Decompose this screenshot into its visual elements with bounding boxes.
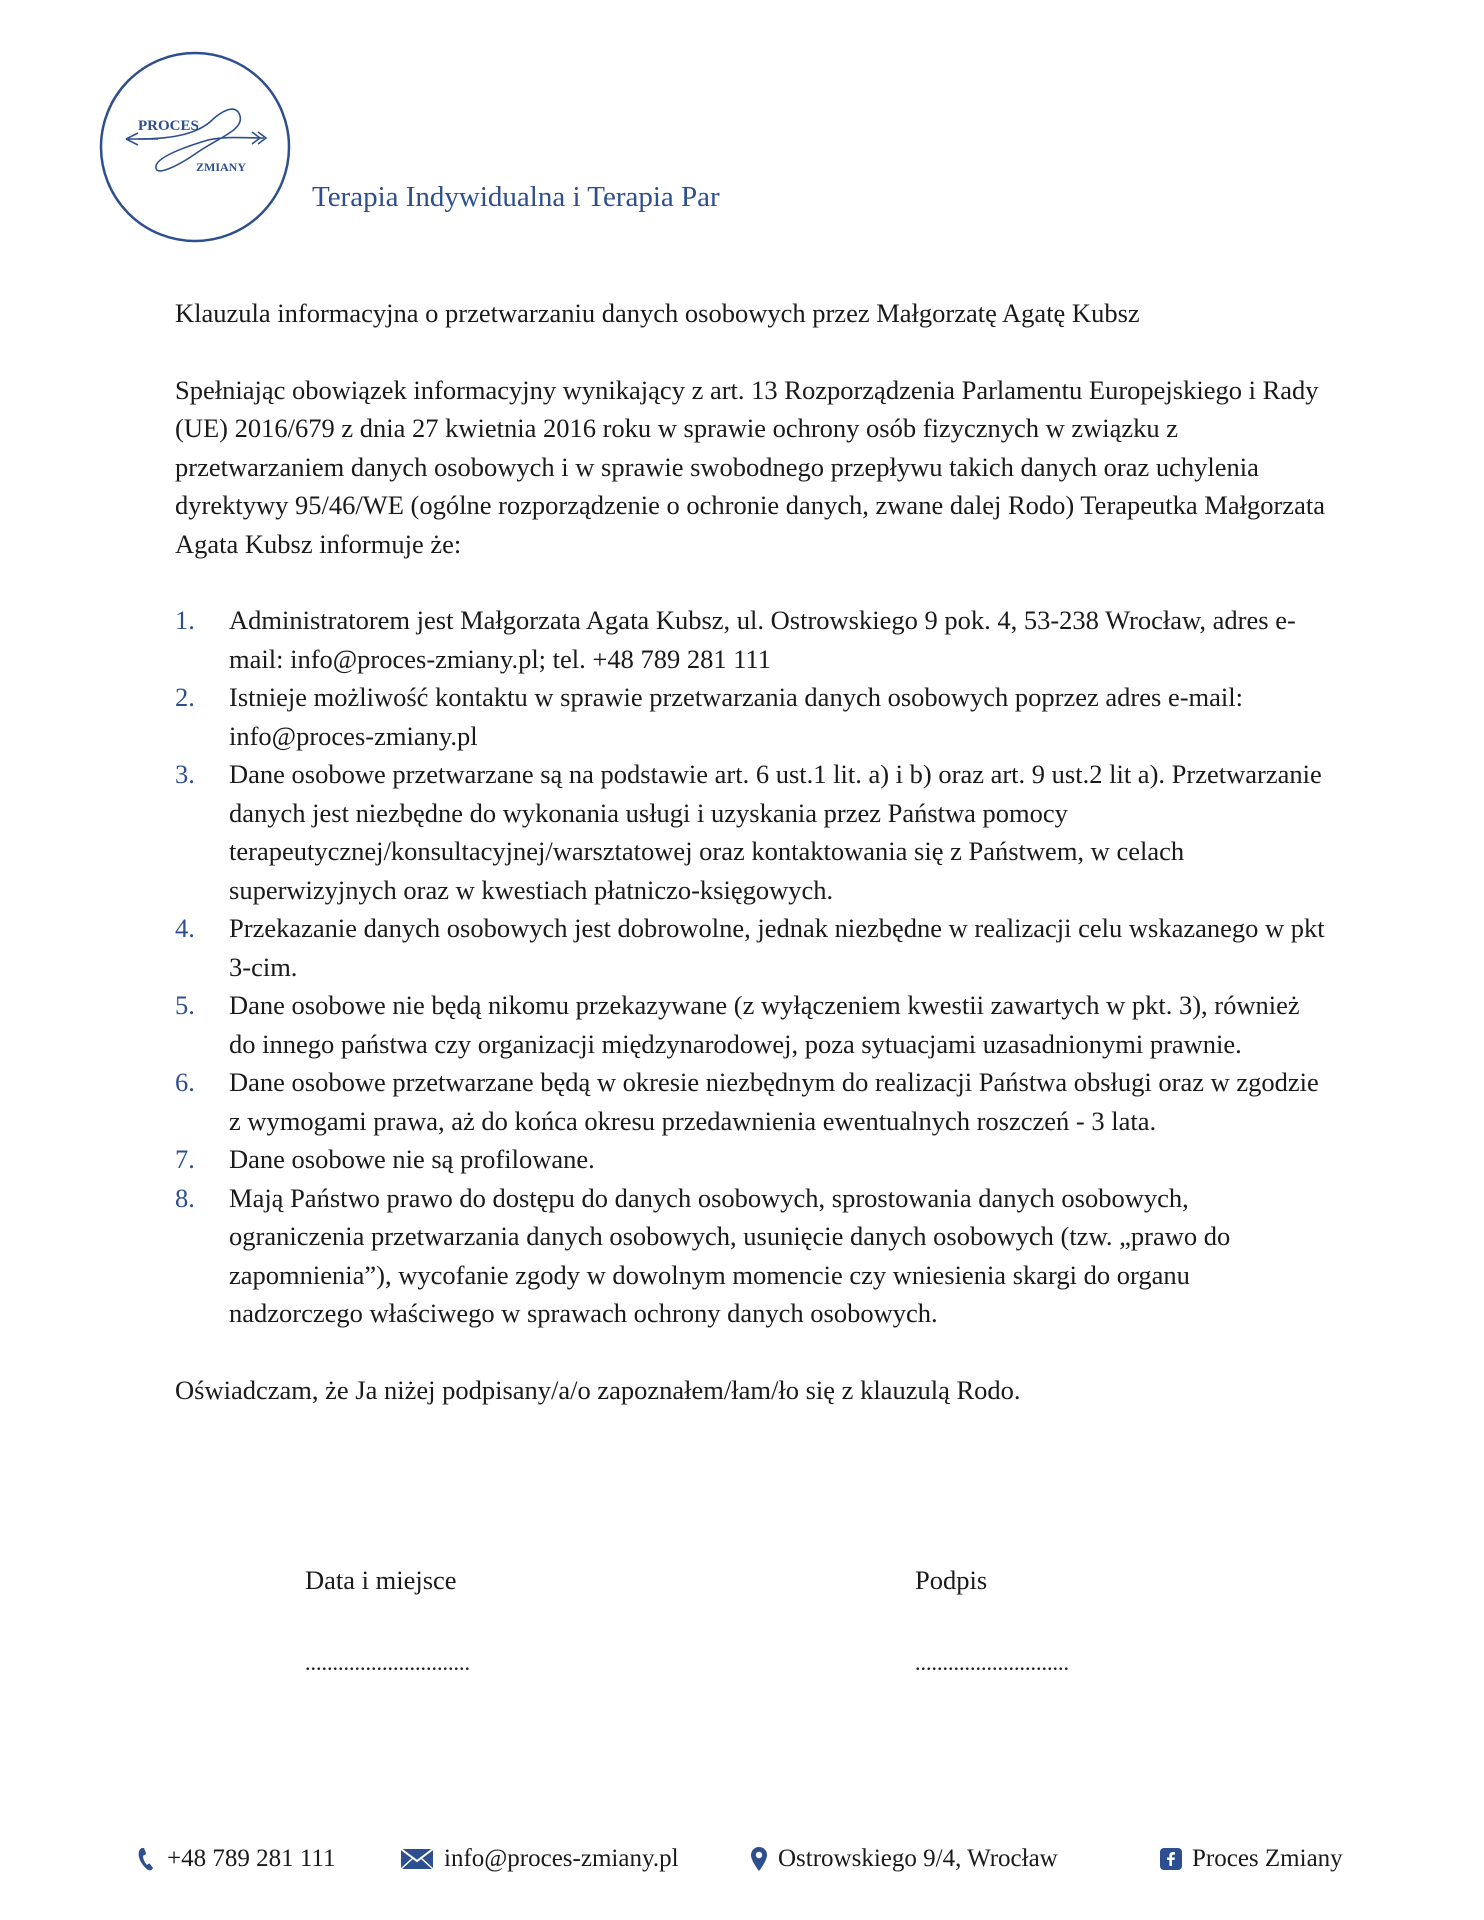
- phone-icon: [137, 1846, 157, 1872]
- list-item-number: 7.: [175, 1144, 195, 1174]
- list-item: [175, 1179, 1325, 1333]
- footer-email-text: info@proces-zmiany.pl: [444, 1845, 679, 1872]
- footer-facebook-text: Proces Zmiany: [1192, 1845, 1343, 1872]
- footer-facebook[interactable]: [1160, 1845, 1343, 1873]
- list-item-text: Dane osobowe przetwarzane są na podstawie art. 6 ust.1 lit. a) i b) oraz art. 9 ust.2 lit a). Przetwarzanie danych jest niezbędne do wykonania usługi i uzyskania przez Państwa pomocy terapeutycznej/konsultacyjnej/warsztatowej oraz kontaktowania się z Państwem, w celach superwizyjnych oraz w kwestiach płatniczo-księgowych.: [229, 759, 1322, 905]
- list-item-number: 3.: [175, 759, 195, 789]
- list-item-number: 1.: [175, 605, 195, 635]
- list-item-text: Dane osobowe przetwarzane będą w okresie niezbędnym do realizacji Państwa obsługi oraz w zgodzie z wymogami prawa, aż do końca okresu przedawnienia ewentualnych roszczeń - 3 lata.: [229, 1067, 1319, 1136]
- list-item-number: 8.: [175, 1182, 195, 1213]
- footer-phone-text: +48 789 281 111: [167, 1845, 336, 1872]
- list-item-text: Przekazanie danych osobowych jest dobrowolne, jednak niezbędne w realizacji celu wskazanego w pkt 3-cim.: [229, 913, 1325, 982]
- date-place-label: Data i miejsce: [305, 1565, 457, 1595]
- document-body: [175, 294, 1325, 1409]
- declaration-text: Oświadczam, że Ja niżej podpisany/a/o zapoznałem/łam/ło się z klauzulą Rodo.: [175, 1374, 1021, 1405]
- list-item: [175, 678, 1325, 755]
- logo-text-top: PROCES: [138, 118, 199, 134]
- list-item-text: Mają Państwo prawo do dostępu do danych osobowych, sprostowania danych osobowych, ograniczenia przetwarzania danych osobowych, usunięcie danych osobowych (tzw. „prawo do zapomnienia”), wycofanie zgody w dowolnym momencie czy wniesienia skargi do organu nadzorczego właściwego w sprawach ochrony danych osobowych.: [229, 1182, 1231, 1328]
- logo-text-bottom: ZMIANY: [196, 160, 246, 174]
- footer: [0, 1845, 1484, 1885]
- signature-label: Podpis: [915, 1565, 988, 1595]
- date-place-line: ..............................: [305, 1650, 470, 1675]
- list-item-number: 4.: [175, 913, 195, 943]
- list-item-number: 5.: [175, 990, 195, 1020]
- list-item-number: 6.: [175, 1067, 195, 1097]
- envelope-icon: [400, 1848, 434, 1870]
- facebook-icon: [1160, 1848, 1182, 1870]
- footer-address-text: Ostrowskiego 9/4, Wrocław: [778, 1845, 1058, 1872]
- list-item-text: Istnieje możliwość kontaktu w sprawie przetwarzania danych osobowych poprzez adres e-mail: info@proces-zmiany.pl: [229, 682, 1243, 751]
- list-item-number: 2.: [175, 682, 195, 712]
- footer-email[interactable]: [400, 1845, 679, 1873]
- list-item: [175, 909, 1325, 986]
- list-item: [175, 1063, 1325, 1140]
- brand-logo: [98, 50, 292, 244]
- location-pin-icon: [750, 1846, 768, 1872]
- document-intro: Spełniając obowiązek informacyjny wynikający z art. 13 Rozporządzenia Parlamentu Europejskiego i Rady (UE) 2016/679 z dnia 27 kwietnia 2016 roku w sprawie ochrony osób fizycznych w związku z przetwarzaniem danych osobowych i w sprawie swobodnego przepływu takich danych oraz uchylenia dyrektywy 95/46/WE (ogólne rozporządzenie o ochronie danych, zwane dalej Rodo) Terapeutka Małgorzata Agata Kubsz informuje że:: [175, 374, 1325, 559]
- list-item-text: Dane osobowe nie są profilowane.: [229, 1144, 595, 1174]
- header-tagline: Terapia Indywidualna i Terapia Par: [312, 181, 720, 213]
- list-item-text: Administratorem jest Małgorzata Agata Kubsz, ul. Ostrowskiego 9 pok. 4, 53-238 Wrocław, adres e-mail: info@proces-zmiany.pl; tel. +48 789 281 111: [229, 605, 1296, 674]
- list-item: [175, 1140, 1325, 1179]
- points-list: [175, 601, 1325, 1333]
- list-item-text: Dane osobowe nie będą nikomu przekazywane (z wyłączeniem kwestii zawartych w pkt. 3), również do innego państwa czy organizacji międzynarodowej, poza sytuacjami uzasadnionymi prawnie.: [229, 990, 1300, 1059]
- list-item: [175, 755, 1325, 909]
- signature-line: ............................: [915, 1650, 1069, 1675]
- footer-address[interactable]: [750, 1845, 1058, 1873]
- logo-emblem: [98, 50, 292, 244]
- document-title: Klauzula informacyjna o przetwarzaniu danych osobowych przez Małgorzatę Agatę Kubsz: [175, 298, 1140, 328]
- list-item: [175, 986, 1325, 1063]
- list-item: [175, 601, 1325, 678]
- footer-phone[interactable]: [137, 1845, 336, 1873]
